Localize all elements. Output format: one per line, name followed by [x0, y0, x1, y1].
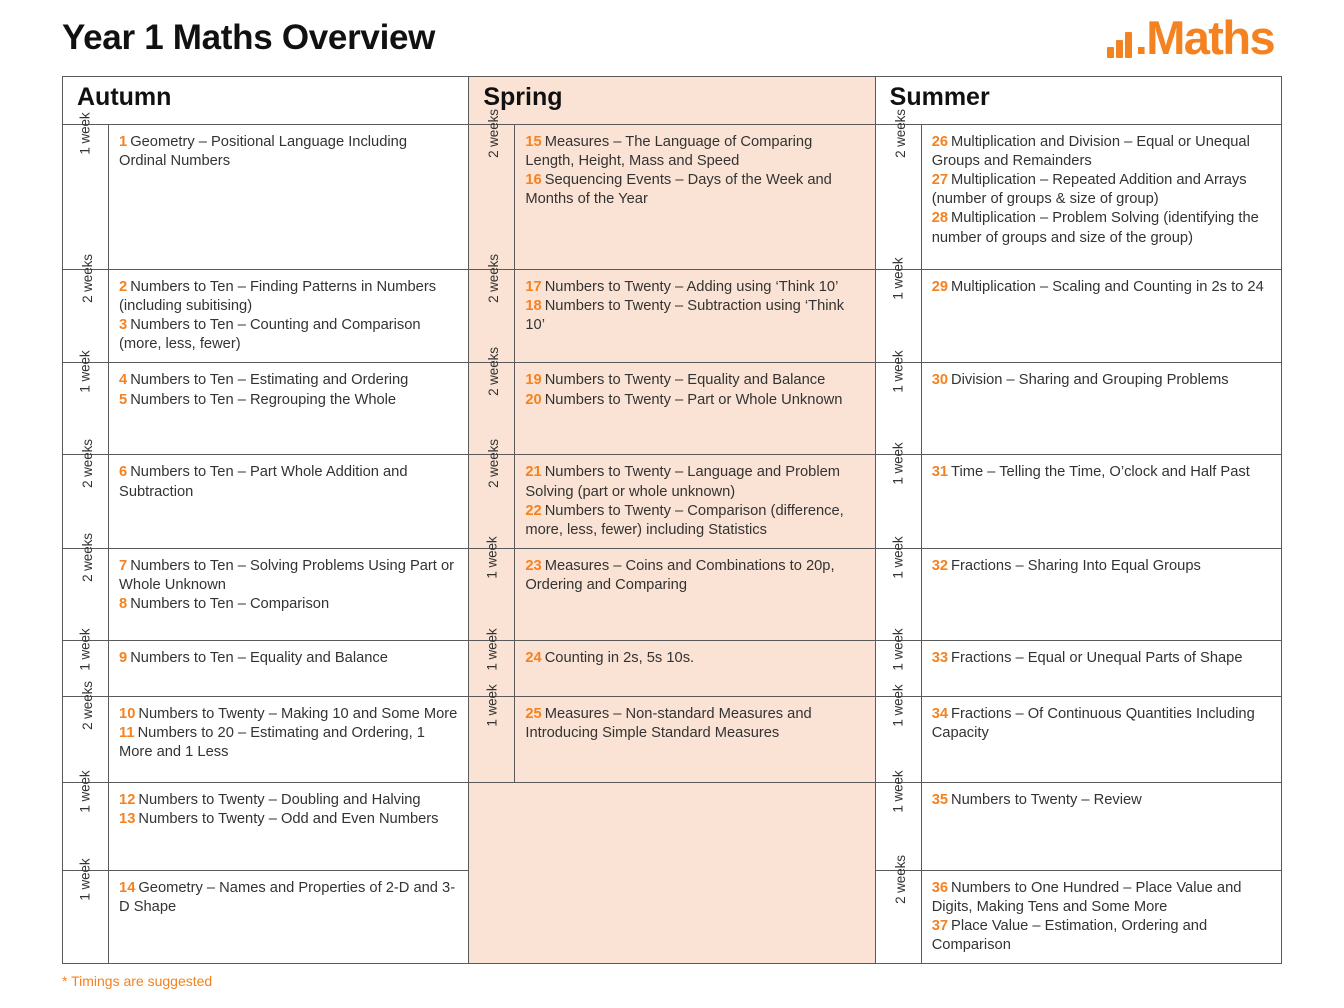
topic-cell [109, 640, 469, 696]
unit-number: 16 [525, 172, 542, 189]
unit-title: Numbers to Ten – Estimating and Ordering [130, 372, 409, 389]
spring-empty-block [469, 782, 875, 963]
logo-wordmark: .Maths [1134, 11, 1274, 65]
topic-cell [109, 782, 469, 870]
unit-number: 32 [931, 557, 949, 574]
topic-cell [109, 696, 469, 782]
footnote: * Timings are suggested [62, 973, 213, 990]
term-header-spring: Spring [469, 77, 875, 125]
unit-number: 27 [931, 172, 949, 189]
unit-number: 29 [931, 279, 949, 295]
weeks-label: 1 week [78, 112, 94, 155]
unit-entry [119, 278, 458, 316]
unit-title: Geometry – Positional Language Including Ordinal Numbers [119, 134, 407, 170]
topic-cell [921, 125, 1281, 270]
unit-entry [525, 133, 864, 171]
unit-entry [119, 133, 458, 171]
term-header-autumn: Autumn [63, 77, 469, 125]
unit-entry [119, 791, 458, 810]
unit-title: Multiplication – Repeated Addition and Arrays (number of groups & size of group) [931, 172, 1247, 208]
unit-title: Numbers to Ten – Solving Problems Using Part or Whole Unknown [119, 557, 455, 593]
unit-entry [119, 879, 458, 917]
unit-title: Numbers to Ten – Regrouping the Whole [130, 391, 397, 408]
unit-entry [525, 371, 864, 390]
unit-entry [932, 171, 1271, 209]
unit-number: 12 [119, 791, 136, 808]
unit-number: 7 [119, 557, 128, 574]
topic-cell [515, 640, 875, 696]
unit-entry [932, 649, 1271, 668]
unit-number: 11 [119, 724, 135, 741]
table-row [63, 270, 1282, 363]
topic-cell [109, 548, 469, 640]
unit-title: Numbers to Twenty – Odd and Even Numbers [138, 810, 439, 827]
unit-entry [119, 557, 458, 595]
weeks-label: 2 weeks [79, 439, 95, 489]
unit-title: Fractions – Of Continuous Quantities Including Capacity [931, 705, 1255, 741]
unit-title: Multiplication – Scaling and Counting in 2s to 24 [951, 279, 1264, 295]
unit-entry [119, 316, 458, 354]
weeks-label: 2 weeks [486, 254, 502, 303]
unit-number: 6 [119, 464, 128, 481]
topic-cell [921, 782, 1281, 870]
unit-number: 37 [931, 918, 949, 935]
unit-title: Measures – Coins and Combinations to 20p, Ordering and Comparing [525, 557, 835, 593]
weeks-cell [875, 854, 921, 963]
unit-title: Measures – Non-standard Measures and Introducing Simple Standard Measures [525, 705, 812, 741]
unit-title: Fractions – Equal or Unequal Parts of Shape [951, 649, 1243, 666]
unit-entry [932, 705, 1271, 743]
unit-title: Numbers to Twenty – Making 10 and Some More [138, 705, 458, 722]
unit-entry [119, 595, 458, 614]
weeks-label: 1 week [484, 536, 500, 579]
unit-title: Numbers to Twenty – Part or Whole Unknown [544, 391, 843, 408]
unit-number: 30 [931, 372, 949, 389]
unit-title: Numbers to 20 – Estimating and Ordering, 1 More and 1 Less [119, 724, 425, 761]
unit-title: Numbers to Twenty – Equality and Balance [544, 372, 826, 389]
unit-title: Numbers to Twenty – Comparison (difference, more, less, fewer) including Statistics [525, 502, 844, 538]
unit-entry [119, 463, 458, 501]
unit-number: 15 [525, 134, 542, 150]
unit-entry [932, 278, 1271, 297]
unit-number: 8 [119, 596, 128, 613]
unit-entry [119, 705, 458, 724]
weeks-label: 1 week [890, 257, 906, 300]
unit-number: 4 [119, 372, 128, 389]
unit-number: 36 [931, 879, 949, 896]
weeks-label: 2 weeks [79, 254, 95, 303]
topic-cell [921, 696, 1281, 782]
table-row [63, 363, 1282, 455]
topic-cell [515, 696, 875, 782]
topic-cell [515, 270, 875, 363]
unit-number: 23 [525, 557, 542, 574]
topic-cell [921, 363, 1281, 455]
weeks-label: 2 weeks [486, 347, 502, 397]
weeks-label: 1 week [78, 858, 94, 901]
unit-entry [119, 371, 458, 390]
weeks-cell [63, 770, 109, 870]
unit-entry [932, 879, 1271, 917]
weeks-label: 1 week [78, 628, 94, 671]
unit-title: Place Value – Estimation, Ordering and Comparison [931, 918, 1208, 954]
unit-entry [119, 649, 458, 668]
unit-title: Numbers to Ten – Finding Patterns in Numbers (including subitising) [119, 279, 437, 315]
unit-entry [932, 209, 1271, 247]
topic-cell [921, 455, 1281, 548]
weeks-cell [875, 536, 921, 640]
unit-entry [525, 278, 864, 297]
table-header-row [63, 77, 1282, 125]
unit-number: 17 [525, 279, 542, 295]
table-row [63, 782, 1282, 870]
unit-title: Numbers to Ten – Equality and Balance [130, 649, 388, 666]
unit-entry [525, 391, 864, 410]
unit-number: 24 [525, 649, 542, 666]
unit-entry [932, 133, 1271, 171]
unit-entry [525, 649, 864, 668]
unit-title: Numbers to One Hundred – Place Value and Digits, Making Tens and Some More [931, 879, 1242, 915]
unit-number: 22 [525, 502, 542, 519]
weeks-label: 1 week [78, 770, 94, 813]
unit-entry [932, 791, 1271, 810]
unit-title: Multiplication – Problem Solving (identifying the number of groups and size of the group) [931, 210, 1259, 246]
unit-entry [525, 705, 864, 743]
weeks-cell [63, 532, 109, 640]
weeks-label: 2 weeks [892, 854, 908, 904]
topic-cell [109, 363, 469, 455]
topic-cell [109, 125, 469, 270]
unit-entry [525, 502, 864, 540]
unit-number: 26 [931, 134, 949, 150]
unit-title: Numbers to Ten – Counting and Comparison (more, less, fewer) [119, 317, 421, 353]
weeks-cell [63, 858, 109, 963]
table-row [63, 548, 1282, 640]
unit-title: Numbers to Twenty – Review [951, 791, 1142, 808]
unit-entry [525, 463, 864, 501]
table-row [63, 125, 1282, 270]
unit-entry [932, 557, 1271, 576]
unit-number: 18 [525, 298, 542, 315]
unit-number: 2 [119, 279, 128, 295]
weeks-label: 1 week [890, 770, 906, 813]
unit-number: 21 [525, 464, 542, 481]
unit-entry [119, 724, 458, 762]
unit-number: 3 [119, 317, 128, 334]
weeks-cell [875, 350, 921, 455]
unit-entry [932, 371, 1271, 390]
page-title: Year 1 Maths Overview [62, 18, 436, 57]
unit-title: Multiplication and Division – Equal or Unequal Groups and Remainders [931, 134, 1250, 170]
weeks-label: 2 weeks [79, 532, 95, 582]
topic-cell [921, 640, 1281, 696]
weeks-label: 2 weeks [486, 439, 502, 489]
unit-entry [932, 463, 1271, 482]
unit-title: Numbers to Twenty – Language and Problem Solving (part or whole unknown) [525, 464, 840, 500]
unit-number: 13 [119, 810, 136, 827]
weeks-cell [63, 254, 109, 363]
unit-number: 28 [931, 210, 949, 227]
weeks-label: 1 week [890, 442, 906, 486]
table-row [63, 455, 1282, 548]
weeks-label: 1 week [890, 536, 906, 579]
weeks-label: 2 weeks [892, 109, 908, 158]
weeks-label: 1 week [890, 684, 906, 727]
unit-title: Numbers to Ten – Comparison [130, 596, 330, 613]
unit-number: 34 [931, 705, 949, 722]
topic-cell [109, 870, 469, 963]
unit-number: 31 [931, 464, 949, 481]
unit-title: Numbers to Twenty – Doubling and Halving [138, 791, 421, 808]
unit-number: 19 [525, 372, 542, 389]
unit-title: Time – Telling the Time, O’clock and Half Past [951, 464, 1250, 481]
table-row [63, 640, 1282, 696]
topic-cell [515, 548, 875, 640]
unit-number: 5 [119, 391, 128, 408]
weeks-label: 1 week [78, 350, 94, 394]
unit-title: Division – Sharing and Grouping Problems [951, 372, 1229, 389]
topic-cell [921, 870, 1281, 963]
unit-number: 33 [931, 649, 949, 666]
weeks-label: 1 week [890, 350, 906, 394]
unit-entry [932, 917, 1271, 955]
weeks-label: 1 week [484, 628, 500, 671]
unit-title: Numbers to Twenty – Adding using ‘Think 10’ [544, 279, 839, 295]
table-row [63, 696, 1282, 782]
weeks-label: 2 weeks [486, 109, 502, 158]
unit-entry [525, 557, 864, 595]
page-header [62, 0, 1282, 76]
topic-cell [515, 363, 875, 455]
unit-title: Numbers to Ten – Part Whole Addition and Subtraction [119, 464, 408, 500]
topic-cell [109, 455, 469, 548]
unit-title: Sequencing Events – Days of the Week and Months of the Year [525, 172, 832, 208]
topic-cell [515, 125, 875, 270]
unit-number: 10 [119, 705, 136, 722]
topic-cell [515, 455, 875, 548]
weeks-cell [469, 684, 515, 782]
unit-number: 25 [525, 705, 542, 722]
topic-cell [109, 270, 469, 363]
unit-number: 1 [119, 134, 128, 150]
topic-cell [921, 270, 1281, 363]
topic-cell [921, 548, 1281, 640]
unit-title: Numbers to Twenty – Subtraction using ‘Think 10’ [525, 298, 845, 334]
unit-entry [119, 391, 458, 410]
weeks-cell [875, 109, 921, 270]
unit-title: Counting in 2s, 5s 10s. [544, 649, 695, 666]
term-header-summer: Summer [875, 77, 1281, 125]
weeks-label: 1 week [890, 628, 906, 671]
unit-number: 14 [119, 879, 136, 896]
unit-title: Geometry – Names and Properties of 2-D and 3-D Shape [119, 879, 456, 915]
weeks-label: 1 week [484, 684, 500, 727]
unit-entry [525, 297, 864, 335]
weeks-cell [875, 257, 921, 363]
unit-entry [119, 810, 458, 829]
weeks-cell [63, 112, 109, 270]
unit-number: 20 [525, 391, 542, 408]
weeks-label: 2 weeks [79, 680, 95, 730]
maths-logo [1107, 11, 1274, 65]
unit-title: Fractions – Sharing Into Equal Groups [951, 557, 1201, 574]
unit-title: Measures – The Language of Comparing Length, Height, Mass and Speed [525, 134, 813, 170]
weeks-cell [469, 439, 515, 548]
unit-entry [525, 171, 864, 209]
bar-chart-icon [1107, 32, 1132, 58]
unit-number: 9 [119, 649, 128, 666]
curriculum-table [62, 76, 1282, 964]
weeks-cell [469, 109, 515, 270]
weeks-cell [469, 536, 515, 640]
weeks-cell [875, 442, 921, 548]
unit-number: 35 [931, 791, 949, 808]
